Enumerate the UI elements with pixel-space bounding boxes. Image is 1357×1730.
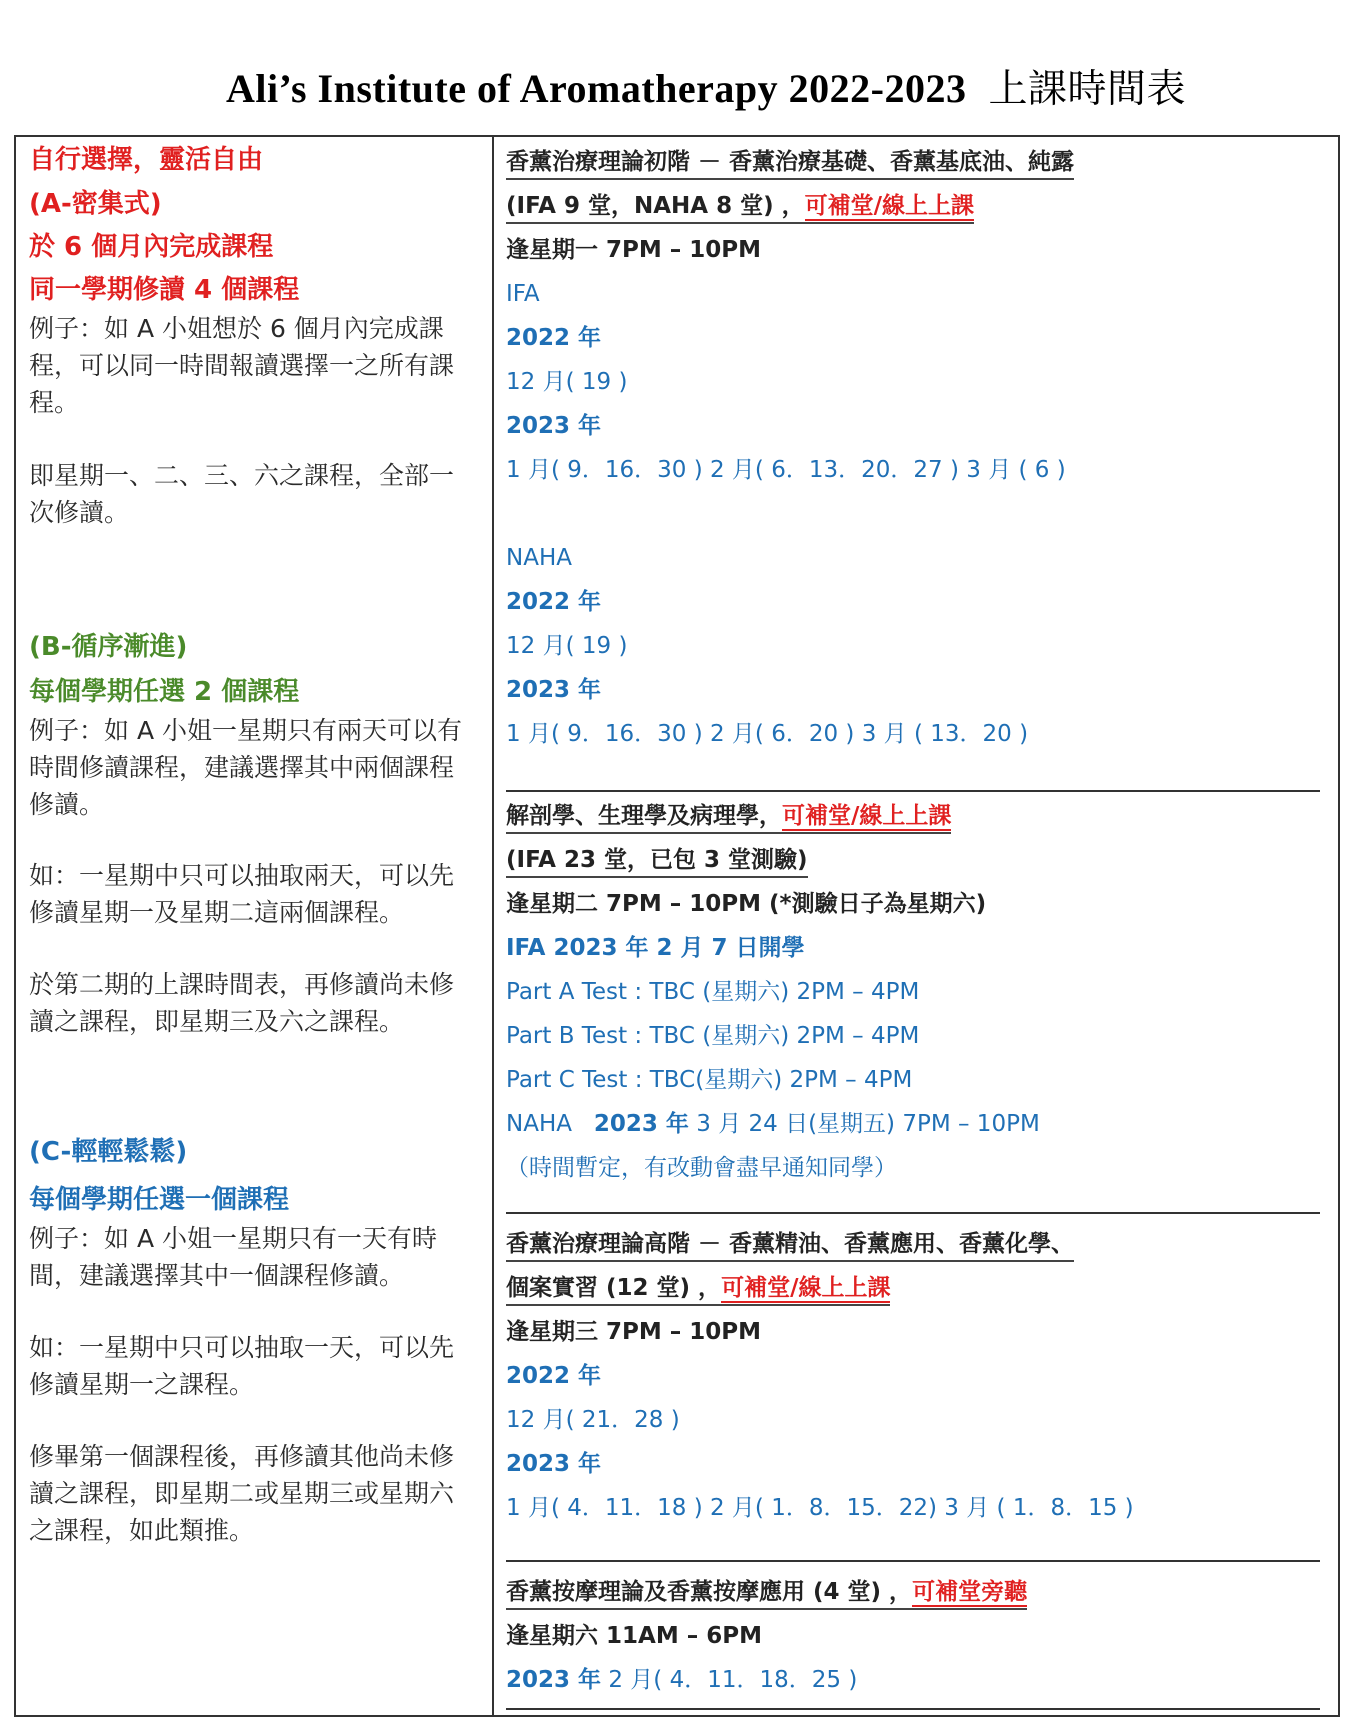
option-c-note-1: 如：一星期中只可以抽取一天，可以先 修讀星期一之課程。 — [29, 1333, 455, 1399]
makeup-note: 可補堂/線上上課 — [804, 193, 975, 219]
makeup-note: 可補堂/線上上課 — [782, 803, 952, 829]
title-chinese: 上課時間表 — [988, 67, 1186, 112]
course-separator — [506, 790, 1320, 792]
naha-exam: NAHA 2023 年 3 月 24 日(星期五) 7PM – 10PM — [506, 1111, 1040, 1137]
course-aroma-massage — [506, 1570, 1326, 1702]
naha-label: NAHA — [506, 545, 572, 571]
study-options-column — [29, 140, 484, 1549]
class-dates: 1 月( 9．16．30 ) 2 月( 6．20 ) 3 月 ( 13．20 ) — [506, 721, 1029, 747]
option-a-note: 即星期一、二、三、六之課程，全部一 次修讀。 — [29, 461, 455, 527]
course-separator — [506, 1560, 1320, 1562]
option-c-heading: (C-輕輕鬆鬆) — [29, 1137, 188, 1167]
option-b-note-2: 於第二期的上課時間表，再修讀尚未修 讀之課程，即星期三及六之課程。 — [29, 970, 455, 1036]
option-a-example: 例子：如 A 小姐想於 6 個月內完成課 程，可以同一時間報讀選擇一之所有課 程。 — [29, 314, 455, 417]
class-dates: 12 月( 19 ) — [506, 633, 628, 659]
year-label: 2023 年 — [506, 1451, 602, 1477]
year-label: 2022 年 — [506, 325, 602, 351]
title-english: Ali’s Institute of Aromatherapy 2022-2023 — [226, 66, 967, 111]
course-title: 香薰治療理論高階 － 香薰精油、香薰應用、香薰化學、 — [506, 1228, 1074, 1262]
page-title — [226, 58, 1186, 114]
ifa-label: IFA — [506, 281, 540, 307]
option-a-subheading: 於 6 個月內完成課程 — [29, 232, 274, 262]
option-c-subheading: 每個學期任選一個課程 — [29, 1185, 290, 1215]
class-dates: 1 月( 9．16．30 ) 2 月( 6．13．20．27 ) 3 月 ( 6 ) — [506, 457, 1066, 483]
makeup-note: 可補堂旁聽 — [912, 1579, 1028, 1605]
option-a-heading: (A-密集式) — [29, 189, 162, 219]
option-b-subheading: 每個學期任選 2 個課程 — [29, 677, 300, 707]
test-c: Part C Test : TBC(星期六) 2PM – 4PM — [506, 1067, 913, 1093]
option-a-course-count: 同一學期修讀 4 個課程 — [29, 275, 300, 305]
course-schedule: 逢星期一 7PM – 10PM — [506, 237, 762, 263]
year-label: 2022 年 — [506, 589, 602, 615]
course-separator — [506, 1708, 1320, 1710]
option-b-example: 例子：如 A 小姐一星期只有兩天可以有 時間修讀課程，建議選擇其中兩個課程 修讀。 — [29, 716, 462, 819]
schedule-disclaimer: （時間暫定，有改動會盡早通知同學） — [506, 1155, 897, 1181]
makeup-note: 可補堂/線上上課 — [721, 1275, 891, 1301]
course-separator — [506, 1212, 1320, 1214]
course-schedule: 逢星期三 7PM – 10PM — [506, 1319, 762, 1345]
course-subtitle: (IFA 9 堂，NAHA 8 堂) ， — [506, 193, 805, 219]
option-c-example: 例子：如 A 小姐一星期只有一天有時 間，建議選擇其中一個課程修讀。 — [29, 1224, 437, 1290]
test-a: Part A Test : TBC (星期六) 2PM – 4PM — [506, 979, 920, 1005]
course-schedule-column — [506, 140, 1326, 1710]
option-b-note-1: 如：一星期中只可以抽取兩天，可以先 修讀星期一及星期二這兩個課程。 — [29, 861, 455, 927]
option-c-note-2: 修畢第一個課程後，再修讀其他尚未修 讀之課程，即星期二或星期三或星期六 之課程，如此類推。 — [29, 1442, 455, 1545]
test-b: Part B Test : TBC (星期六) 2PM – 4PM — [506, 1023, 920, 1049]
option-intro-heading: 自行選擇，靈活自由 — [29, 145, 264, 175]
course-subtitle: 個案實習 (12 堂) ， — [506, 1275, 722, 1301]
course-title: 香薰治療理論初階 － 香薰治療基礎、香薰基底油、純露 — [506, 146, 1074, 180]
course-subtitle: (IFA 23 堂，已包 3 堂測驗) — [506, 844, 808, 878]
course-intro-aromatherapy — [506, 140, 1326, 756]
course-title: 香薰按摩理論及香薰按摩應用 (4 堂) ， — [506, 1579, 913, 1605]
course-title: 解剖學、生理學及病理學， — [506, 803, 782, 829]
year-label: 2022 年 — [506, 1363, 602, 1389]
column-divider — [492, 135, 494, 1717]
class-dates: 12 月( 21．28 ) — [506, 1407, 680, 1433]
course-advanced-aromatherapy — [506, 1222, 1326, 1530]
class-dates: 12 月( 19 ) — [506, 369, 628, 395]
year-label: 2023 年 — [506, 677, 602, 703]
class-dates: 1 月( 4．11．18 ) 2 月( 1．8．15．22) 3 月 ( 1．8．15 ) — [506, 1495, 1134, 1521]
year-label: 2023 年 — [506, 413, 602, 439]
course-start-date: IFA 2023 年 2 月 7 日開學 — [506, 935, 805, 961]
course-schedule: 逢星期六 11AM – 6PM — [506, 1623, 762, 1649]
option-b-heading: (B-循序漸進) — [29, 632, 188, 662]
class-dates: 2023 年 2 月( 4．11．18．25 ) — [506, 1667, 858, 1693]
course-schedule: 逢星期二 7PM – 10PM (*測驗日子為星期六) — [506, 891, 987, 917]
course-anatomy-physiology — [506, 794, 1326, 1190]
